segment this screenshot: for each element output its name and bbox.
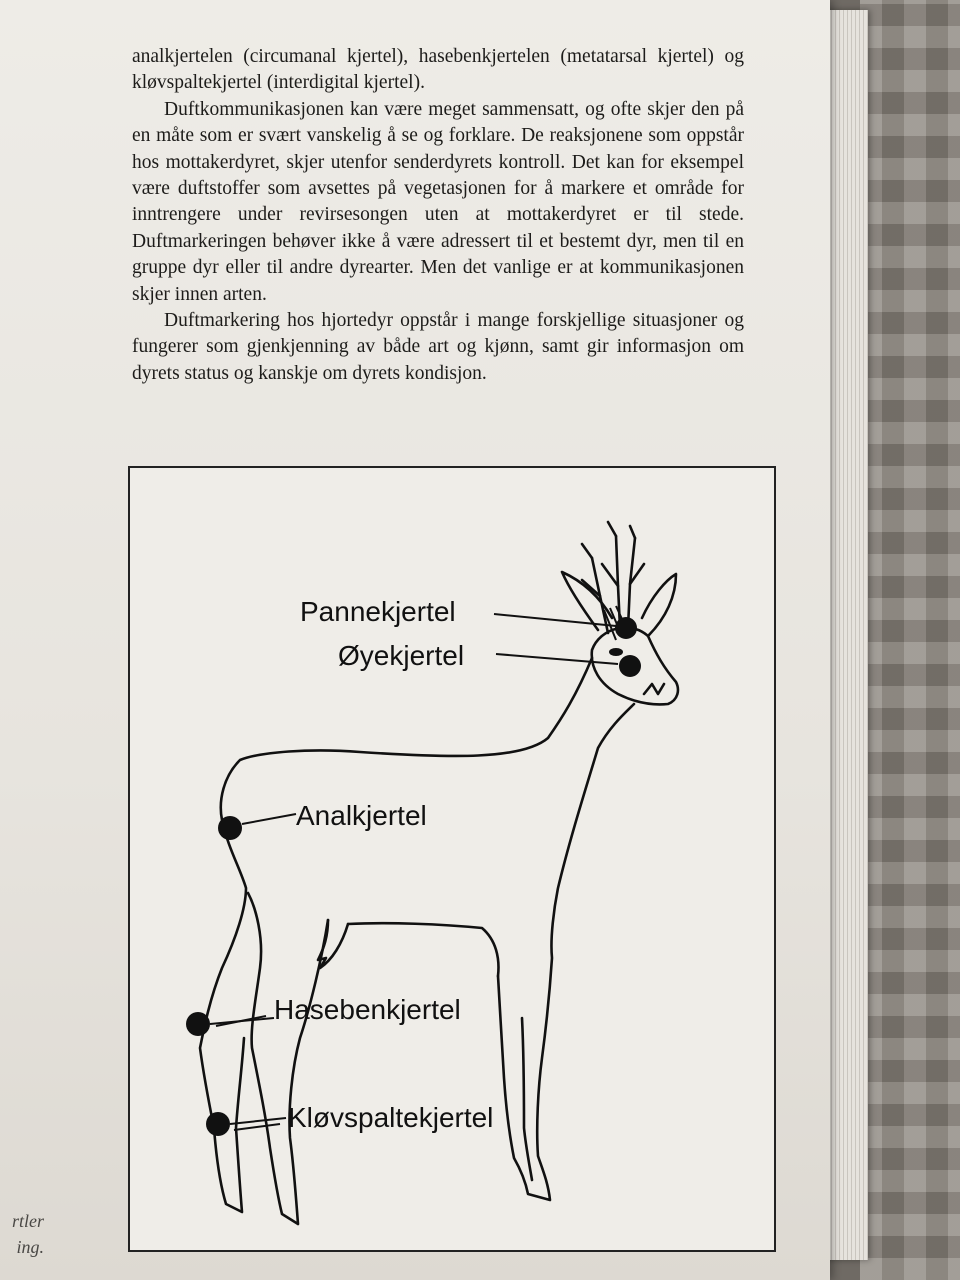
label-pannekjertel: Pannekjertel xyxy=(300,596,456,627)
leader-lines xyxy=(210,614,618,1133)
paragraph-2: Duftkommunikasjonen kan være meget sammensatt, og ofte skjer den på en måte som er svært vanskelig å se og forklare. De reaksjonene som oppstår hos mottakerdyret, skjer utenfor senderdyrets kontroll. Det kan for eksempel være duftstoffer som avsettes på vegetasjonen for å markere et område for inntrengere under revirsesongen uten at mottakerdyret er til stede. Duftmarkeringen behøver ikke å være adressert til et bestemt dyr, men til en gruppe dyr eller til andre dyrearter. Men det vanlige er at kommunikasjonen skjer innen arten. xyxy=(132,98,744,305)
label-klovspaltekjertel: Kløvspaltekjertel xyxy=(288,1102,494,1133)
deer-gland-figure xyxy=(128,466,776,1252)
rear-inner-leg-outline xyxy=(248,893,328,1224)
margin-caption xyxy=(0,1208,44,1260)
front-far-leg-outline xyxy=(522,1018,532,1180)
roe-deer-illustration xyxy=(130,468,778,1254)
belly-outline xyxy=(348,923,498,976)
label-hasebenkjertel: Hasebenkjertel xyxy=(274,994,461,1025)
label-analkjertel: Analkjertel xyxy=(296,800,427,831)
anal-gland-dot xyxy=(218,816,242,840)
paragraph-3: Duftmarkering hos hjortedyr oppstår i mange forskjellige situasjoner og fungerer som gjenkjenning av både art og kjønn, samt gir informasjon om dyrets status og kanskje om dyrets kondisjon. xyxy=(132,310,744,384)
paragraph-1: analkjertelen (circumanal kjertel), hasebenkjertelen (metatarsal kjertel) og kløvspaltekjertel (interdigital kjertel). xyxy=(132,46,744,94)
margin-caption-line-2: ing. xyxy=(16,1237,44,1257)
eye-drawing xyxy=(609,648,623,656)
tablecloth-background xyxy=(860,0,960,1280)
front-leg-and-chest-outline xyxy=(498,704,634,1200)
body-text xyxy=(132,44,744,387)
label-oyekjertel: Øyekjertel xyxy=(338,640,465,671)
right-ear-drawing xyxy=(642,574,676,636)
interdigital-gland-dot xyxy=(206,1112,230,1136)
eye-gland-dot xyxy=(619,655,641,677)
margin-caption-line-1: rtler xyxy=(11,1211,44,1231)
metatarsal-gland-dot xyxy=(186,1012,210,1036)
forehead-gland-dot xyxy=(615,617,637,639)
